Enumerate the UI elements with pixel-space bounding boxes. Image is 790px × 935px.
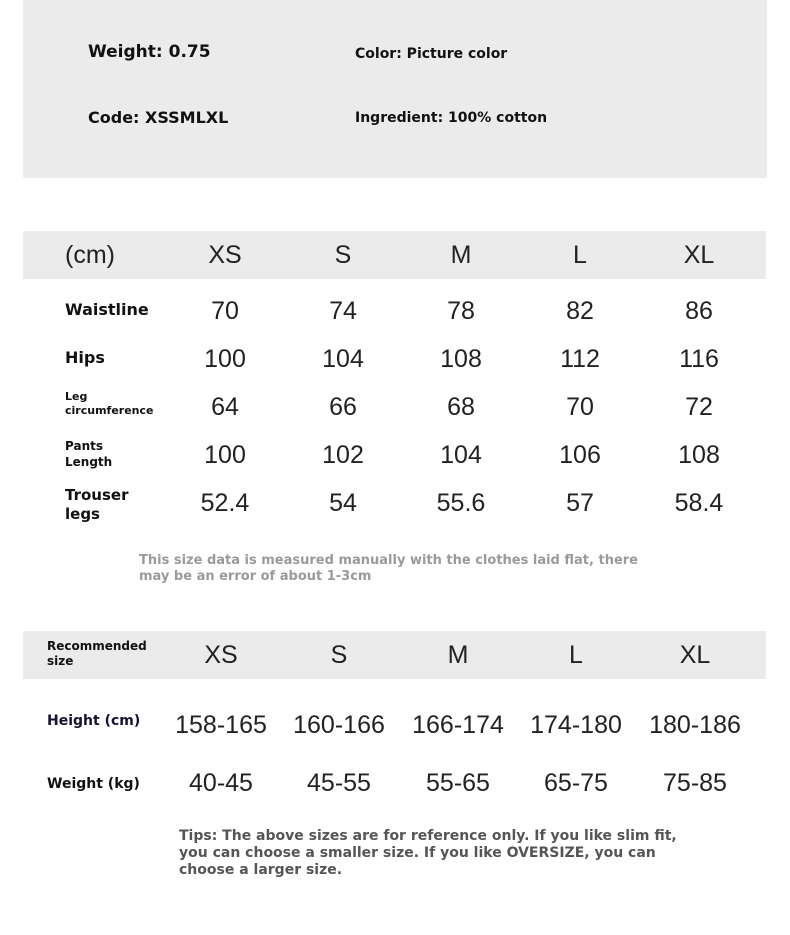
row-label-pants-length: Pants Length xyxy=(65,439,113,469)
size-header-l: L xyxy=(573,241,587,269)
table-cell: 104 xyxy=(440,441,482,469)
table-cell: 158-165 xyxy=(175,711,267,739)
table-cell: 116 xyxy=(679,345,719,373)
measurement-note: This size data is measured manually with the clothes laid flat, there may be an error of about 1-3cm xyxy=(139,553,638,584)
size-header-xl: XL xyxy=(679,641,711,669)
size-header-m: M xyxy=(447,641,469,669)
table-cell: 70 xyxy=(211,297,239,325)
recommend-table-header xyxy=(23,631,766,679)
table-cell: 166-174 xyxy=(412,711,504,739)
table-cell: 104 xyxy=(322,345,364,373)
row-label-height: Height (cm) xyxy=(47,713,141,729)
table-cell: 55-65 xyxy=(426,769,490,797)
color-text: Color: Picture color xyxy=(355,46,508,62)
table-cell: 160-166 xyxy=(293,711,385,739)
table-cell: 112 xyxy=(560,345,600,373)
recommended-size-label: Recommended size xyxy=(47,639,147,668)
table-cell: 75-85 xyxy=(663,769,727,797)
row-label-trouser-legs: Trouser legs xyxy=(65,486,129,523)
tips-text: Tips: The above sizes are for reference only. If you like slim fit, you can choose a smaller size. If you like OVERSIZE, you can choose a larger size. xyxy=(179,828,677,878)
table-cell: 54 xyxy=(329,489,357,517)
table-cell: 100 xyxy=(204,441,246,469)
product-info-panel xyxy=(23,0,767,178)
table-cell: 174-180 xyxy=(530,711,622,739)
size-header-xl: XL xyxy=(683,241,715,269)
table-cell: 108 xyxy=(440,345,482,373)
row-label-hips: Hips xyxy=(65,348,105,367)
code-text: Code: XSSMLXL xyxy=(88,108,229,127)
table-cell: 86 xyxy=(685,297,713,325)
table-cell: 78 xyxy=(447,297,475,325)
table-cell: 64 xyxy=(211,393,239,421)
size-header-m: M xyxy=(450,241,472,269)
row-label-leg-circumference: Leg circumference xyxy=(65,390,154,417)
table-cell: 180-186 xyxy=(649,711,741,739)
table-cell: 72 xyxy=(685,393,713,421)
size-header-xs: XS xyxy=(208,241,242,269)
ingredient-text: Ingredient: 100% cotton xyxy=(355,110,548,126)
table-cell: 58.4 xyxy=(674,489,724,517)
size-header-xs: XS xyxy=(204,641,238,669)
size-header-s: S xyxy=(330,641,348,669)
row-label-waistline: Waistline xyxy=(65,300,149,319)
size-header-l: L xyxy=(569,641,583,669)
table-cell: 106 xyxy=(559,441,601,469)
table-cell: 52.4 xyxy=(200,489,250,517)
table-cell: 102 xyxy=(322,441,364,469)
table-cell: 66 xyxy=(329,393,357,421)
size-header-s: S xyxy=(334,241,352,269)
table-cell: 82 xyxy=(566,297,594,325)
row-label-weight: Weight (kg) xyxy=(47,776,140,792)
table-cell: 45-55 xyxy=(307,769,371,797)
unit-label: (cm) xyxy=(65,241,115,269)
table-cell: 74 xyxy=(329,297,357,325)
table-cell: 108 xyxy=(678,441,720,469)
table-cell: 68 xyxy=(447,393,475,421)
table-cell: 40-45 xyxy=(189,769,253,797)
table-cell: 57 xyxy=(566,489,594,517)
table-cell: 65-75 xyxy=(544,769,608,797)
size-table-header xyxy=(23,231,766,279)
table-cell: 100 xyxy=(204,345,246,373)
table-cell: 55.6 xyxy=(436,489,486,517)
table-cell: 70 xyxy=(566,393,594,421)
weight-text: Weight: 0.75 xyxy=(88,42,211,62)
